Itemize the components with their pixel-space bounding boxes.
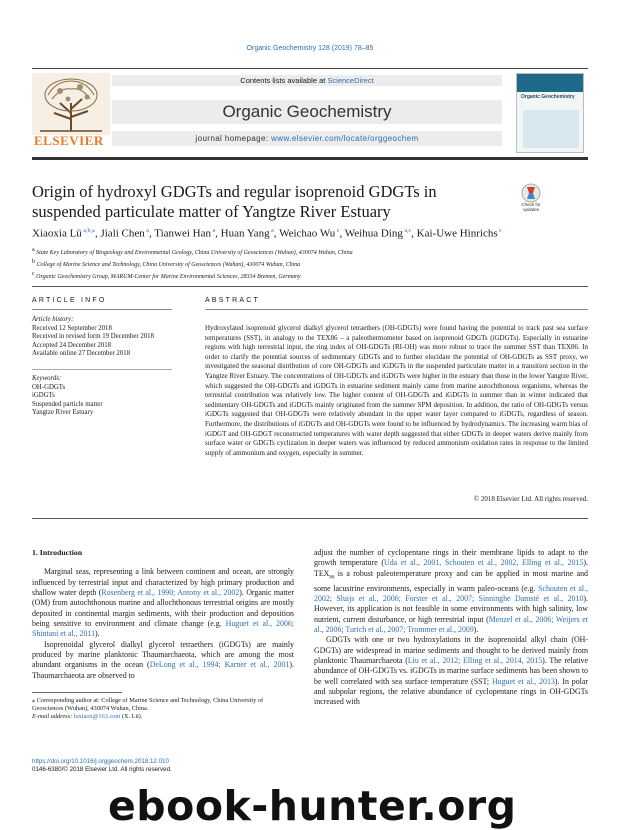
author-affiliation-marker[interactable]: a	[269, 228, 274, 234]
corresponding-author-note: ⁎ Corresponding author at: College of Marine Science and Technology, China University of Geosciences (Wuhan), 430074 Wuhan, China.	[32, 697, 264, 712]
affiliations	[32, 246, 588, 282]
abstract-heading: ABSTRACT	[205, 297, 260, 304]
divider-top	[32, 286, 588, 287]
cover-title: Organic Geochemistry	[521, 94, 575, 100]
elsevier-logo	[32, 73, 110, 149]
divider-bottom	[32, 518, 588, 519]
abstract-copyright: © 2018 Elsevier Ltd. All rights reserved.	[473, 495, 588, 503]
email-line	[32, 713, 294, 721]
affiliation-line: $^a$ State Key Laboratory of Biogeology and Environmental Geology, China University of Geosciences (Wuhan), 430074 Wuhan, China	[32, 247, 353, 256]
author-name[interactable]: Tianwei Han	[154, 227, 211, 240]
journal-title: Organic Geochemistry	[112, 100, 502, 124]
article-info-rule	[32, 309, 172, 310]
keyword-item: OH-GDGTs	[32, 383, 66, 391]
author-affiliation-marker[interactable]: a,c	[402, 228, 412, 234]
citation-link[interactable]: Huguet et al., 2013	[491, 676, 555, 686]
journal-masthead	[32, 68, 588, 160]
author-affiliation-marker[interactable]: c	[335, 228, 340, 234]
author-list: Xiaoxia Lü $^{a,b,⁎}$, Jiali Chen $^a$, Tianwei Han $^a$, Huan Yang $^a$, Weichao Wu $^c$, Weihua Ding $^{a,c}$, Kai-Uwe Hinrichs $^c$	[32, 227, 502, 240]
section-heading: 1. Introduction	[32, 548, 83, 557]
keywords-rule	[32, 369, 172, 370]
keywords-label: Keywords:	[32, 375, 62, 382]
contents-lists-line	[112, 75, 502, 86]
keyword-item: iGDGTs	[32, 392, 55, 400]
homepage-link[interactable]: www.elsevier.com/locate/orggeochem	[271, 134, 419, 143]
abstract-text: Hydroxylated isoprenoid glycerol dialkyl glycerol tetraethers (OH-GDGTs) were found having the potential to track past sea surface temperatures (SST), in analogy to the TEX86 – a paleothermometer based on isoprenoid GDGTs (iGDGTs). Especially in estuarine regions with high terrestrial input, the ring index of OH-GDGTs (RI-OH) was more robust to trace the summer SST than TEX86. In order to clarify the potential sources of sedimentary GDGTs and to further elucidate the potential of OH-GDGTs as SST proxy, we investigated the seasonal distribution of core OH-GDGTs and iGDGTs in the suspended particulate matter in a transition section in the Yangtze River Estuary. The concentrations of OH-GDGTs and iGDGTs were higher in the estuary than those in the lower Yangtze River, which suggested the OH-GDGTs and iGDGTs in estuarine sediment mainly came from marine autochthonous organisms, whereas the terrestrial contribution was relatively low. The higher content of OH-GDGTs and iGDGTs in summer than in winter indicated that sedimentary OH-GDGTs and iGDGTs mainly originated from the summer SPM deposition. In addition, the ratio of OH-GDGTs versus iGDGTs suggested that OH-GDGTs were relatively abundant in the upper water layer compared to iGDGTs, regardless of season. Furthermore, the distributions of iGDGTs and OH-GDGTs were found to be influenced by hydrodynamics. The increasing warm bias of iGDGT and OH-GDGT reconstructed temperatures with water depth suggested that either GDGTs in deeper waters derive mainly from surface water or GDGTs cyclization in deeper waters was influenced by reduced ammonium oxidation rates in response to the limited supply of ammonium and oxygen, especially in summer.	[205, 324, 588, 457]
watermark-text: ebook-hunter.org	[108, 782, 517, 830]
citation-link[interactable]: Liu et al., 2012; Elling et al., 2014, 2015	[407, 656, 543, 666]
author-affiliation-marker[interactable]: a,b,⁎	[81, 228, 95, 234]
crossmark-badge[interactable]	[516, 183, 546, 217]
history-item: Received 12 September 2018	[32, 324, 112, 332]
body-paragraph: Isoprenoidal glycerol dialkyl glycerol tetraethers (iGDGTs) are mainly produced by marine planktonic Thaumarchaeota, which are among the most abundant organisms in the ocean (DeLong et al., 1994; Karner et al., 2001). Thaumarchaeota are observed to	[32, 639, 294, 680]
issn-line: 0146-6380/© 2018 Elsevier Ltd. All rights reserved.	[32, 766, 172, 773]
history-item: Available online 27 December 2018	[32, 350, 131, 358]
footnote-rule	[32, 692, 122, 693]
citation-link[interactable]: Rosenberg et al., 1990; Antony et al., 2002	[101, 588, 240, 598]
body-paragraph: adjust the number of cyclopentane rings in their membrane lipids to adapt to the growth temperature (Uda et al., 2001, Schouten et al., 2002, Elling et al., 2015). $TEX_{86}$ is a robust paleotemperature proxy and can be applied in most marine and some lacustrine environments, especially in warm paleo-oceans (e.g. Schouten et al., 2002; Sluijs et al., 2006; Forster et al., 2007; Sinninghe Damsté et al., 2010). However, its application is not feasible in some environments with high salinity, low nutrient, current disturbance, or high terrestrial input (Menzel et al., 2006; Weijers et al., 2006; Turich et al., 2007; Trommer et al., 2009).	[314, 548, 589, 634]
author-name[interactable]: Jiali Chen	[100, 227, 145, 240]
history-item: Accepted 24 December 2018	[32, 341, 112, 349]
history-item: Received in revised form 19 December 2018	[32, 333, 154, 341]
footnote	[32, 697, 294, 721]
abstract-rule	[205, 309, 588, 310]
history-label: Article history:	[32, 316, 74, 323]
article-title: Origin of hydroxyl GDGTs and regular isoprenoid GDGTs in suspended particulate matter of Yangtze River Estuary	[32, 182, 437, 221]
author-name[interactable]: Kai-Uwe Hinrichs	[416, 227, 498, 240]
citation-link[interactable]: DeLong et al., 1994; Karner et al., 2001	[149, 660, 290, 670]
journal-cover-thumbnail	[516, 73, 584, 153]
doi-link[interactable]: https://doi.org/10.1016/j.orggeochem.2018.12.010	[32, 758, 169, 765]
publisher-name: ELSEVIER	[34, 133, 104, 148]
article-history	[32, 316, 172, 359]
intro-paragraphs-left	[32, 567, 294, 681]
body-right-column	[314, 548, 588, 708]
author-name[interactable]: Weichao Wu	[279, 227, 336, 240]
affiliation-line: $^b$ College of Marine Science and Technology, China University of Geosciences (Wuhan), 430074 Wuhan, China	[32, 259, 301, 268]
author-name[interactable]: Xiaoxia Lü	[32, 227, 82, 240]
contents-prefix: Contents lists available at	[240, 76, 328, 85]
author-affiliation-marker[interactable]: c	[497, 228, 502, 234]
citation-link[interactable]: Huguet et al., 2006; Shintani et al., 2011	[32, 619, 294, 639]
journal-citation[interactable]: Organic Geochemistry 128 (2019) 78–85	[246, 45, 374, 52]
body-left-column	[32, 548, 294, 681]
body-paragraph: Marginal seas, representing a link between continent and ocean, are strongly influenced by terrestrial input and characterized by high primary production and shallow water depth (Rosenberg et al., 1990; Antony et al., 2002). Organic matter (OM) from autochthonous marine and allochthonous terrestrial origins are mostly deposited in continental margin sediments, with their production and deposition being sensitive to environment and climate change (e.g. Huguet et al., 2006; Shintani et al., 2011).	[32, 567, 294, 639]
sciencedirect-link[interactable]: ScienceDirect	[327, 76, 374, 85]
email-label: E-mail address:	[32, 713, 74, 720]
crossmark-icon	[516, 183, 546, 203]
keyword-item: Yangtze River Estuary	[32, 409, 94, 417]
homepage-prefix: journal homepage:	[195, 134, 272, 143]
elsevier-tree-icon	[32, 73, 110, 135]
doi-block	[32, 758, 172, 774]
citation-link[interactable]: Menzel et al., 2006; Weijers et al., 2006; Turich et al., 2007; Trommer et al., 2009	[314, 614, 588, 634]
author-name[interactable]: Huan Yang	[220, 227, 270, 240]
email-link[interactable]: luxiaox@163.com	[73, 713, 121, 720]
citation-link[interactable]: Uda et al., 2001, Schouten et al., 2002, Elling et al., 2015	[384, 558, 584, 568]
crossmark-label: Check for updates	[521, 202, 541, 212]
email-suffix: (X. Lü).	[120, 713, 143, 720]
body-paragraph: GDGTs with one or two hydroxylations in the isoprenoidal alkyl chain (OH-GDGTs) are widespread in marine sediments and thought to be derived mainly from planktonic Thaumarchaeota (Liu et al., 2012; Elling et al., 2014, 2015). The relative abundance of OH-GDGTs vs. iGDGTs in marine surface sediments has been shown to be well correlated with sea surface temperature (SST; Huguet et al., 2013). In polar and subpolar regions, the relative abundance of cyclopentane rings in OH-GDGTs increased with	[314, 635, 589, 707]
affiliation-line: $^c$ Organic Geochemistry Group, MARUM-Center for Marine Environmental Sciences, 28334 Bremen, Germany	[32, 271, 301, 280]
keyword-item: Suspended particle matter	[32, 400, 103, 408]
journal-homepage	[112, 131, 502, 146]
author-affiliation-marker[interactable]: a	[144, 228, 149, 234]
article-info-heading: ARTICLE INFO	[32, 297, 107, 304]
keywords-block	[32, 375, 172, 418]
citation-link[interactable]: Schouten et al., 2002; Sluijs et al., 2006; Forster et al., 2007; Sinninghe Damsté et al., 2010	[314, 583, 588, 603]
author-affiliation-marker[interactable]: a	[211, 228, 216, 234]
author-name[interactable]: Weihua Ding	[344, 227, 403, 240]
intro-paragraphs-right	[314, 548, 588, 708]
